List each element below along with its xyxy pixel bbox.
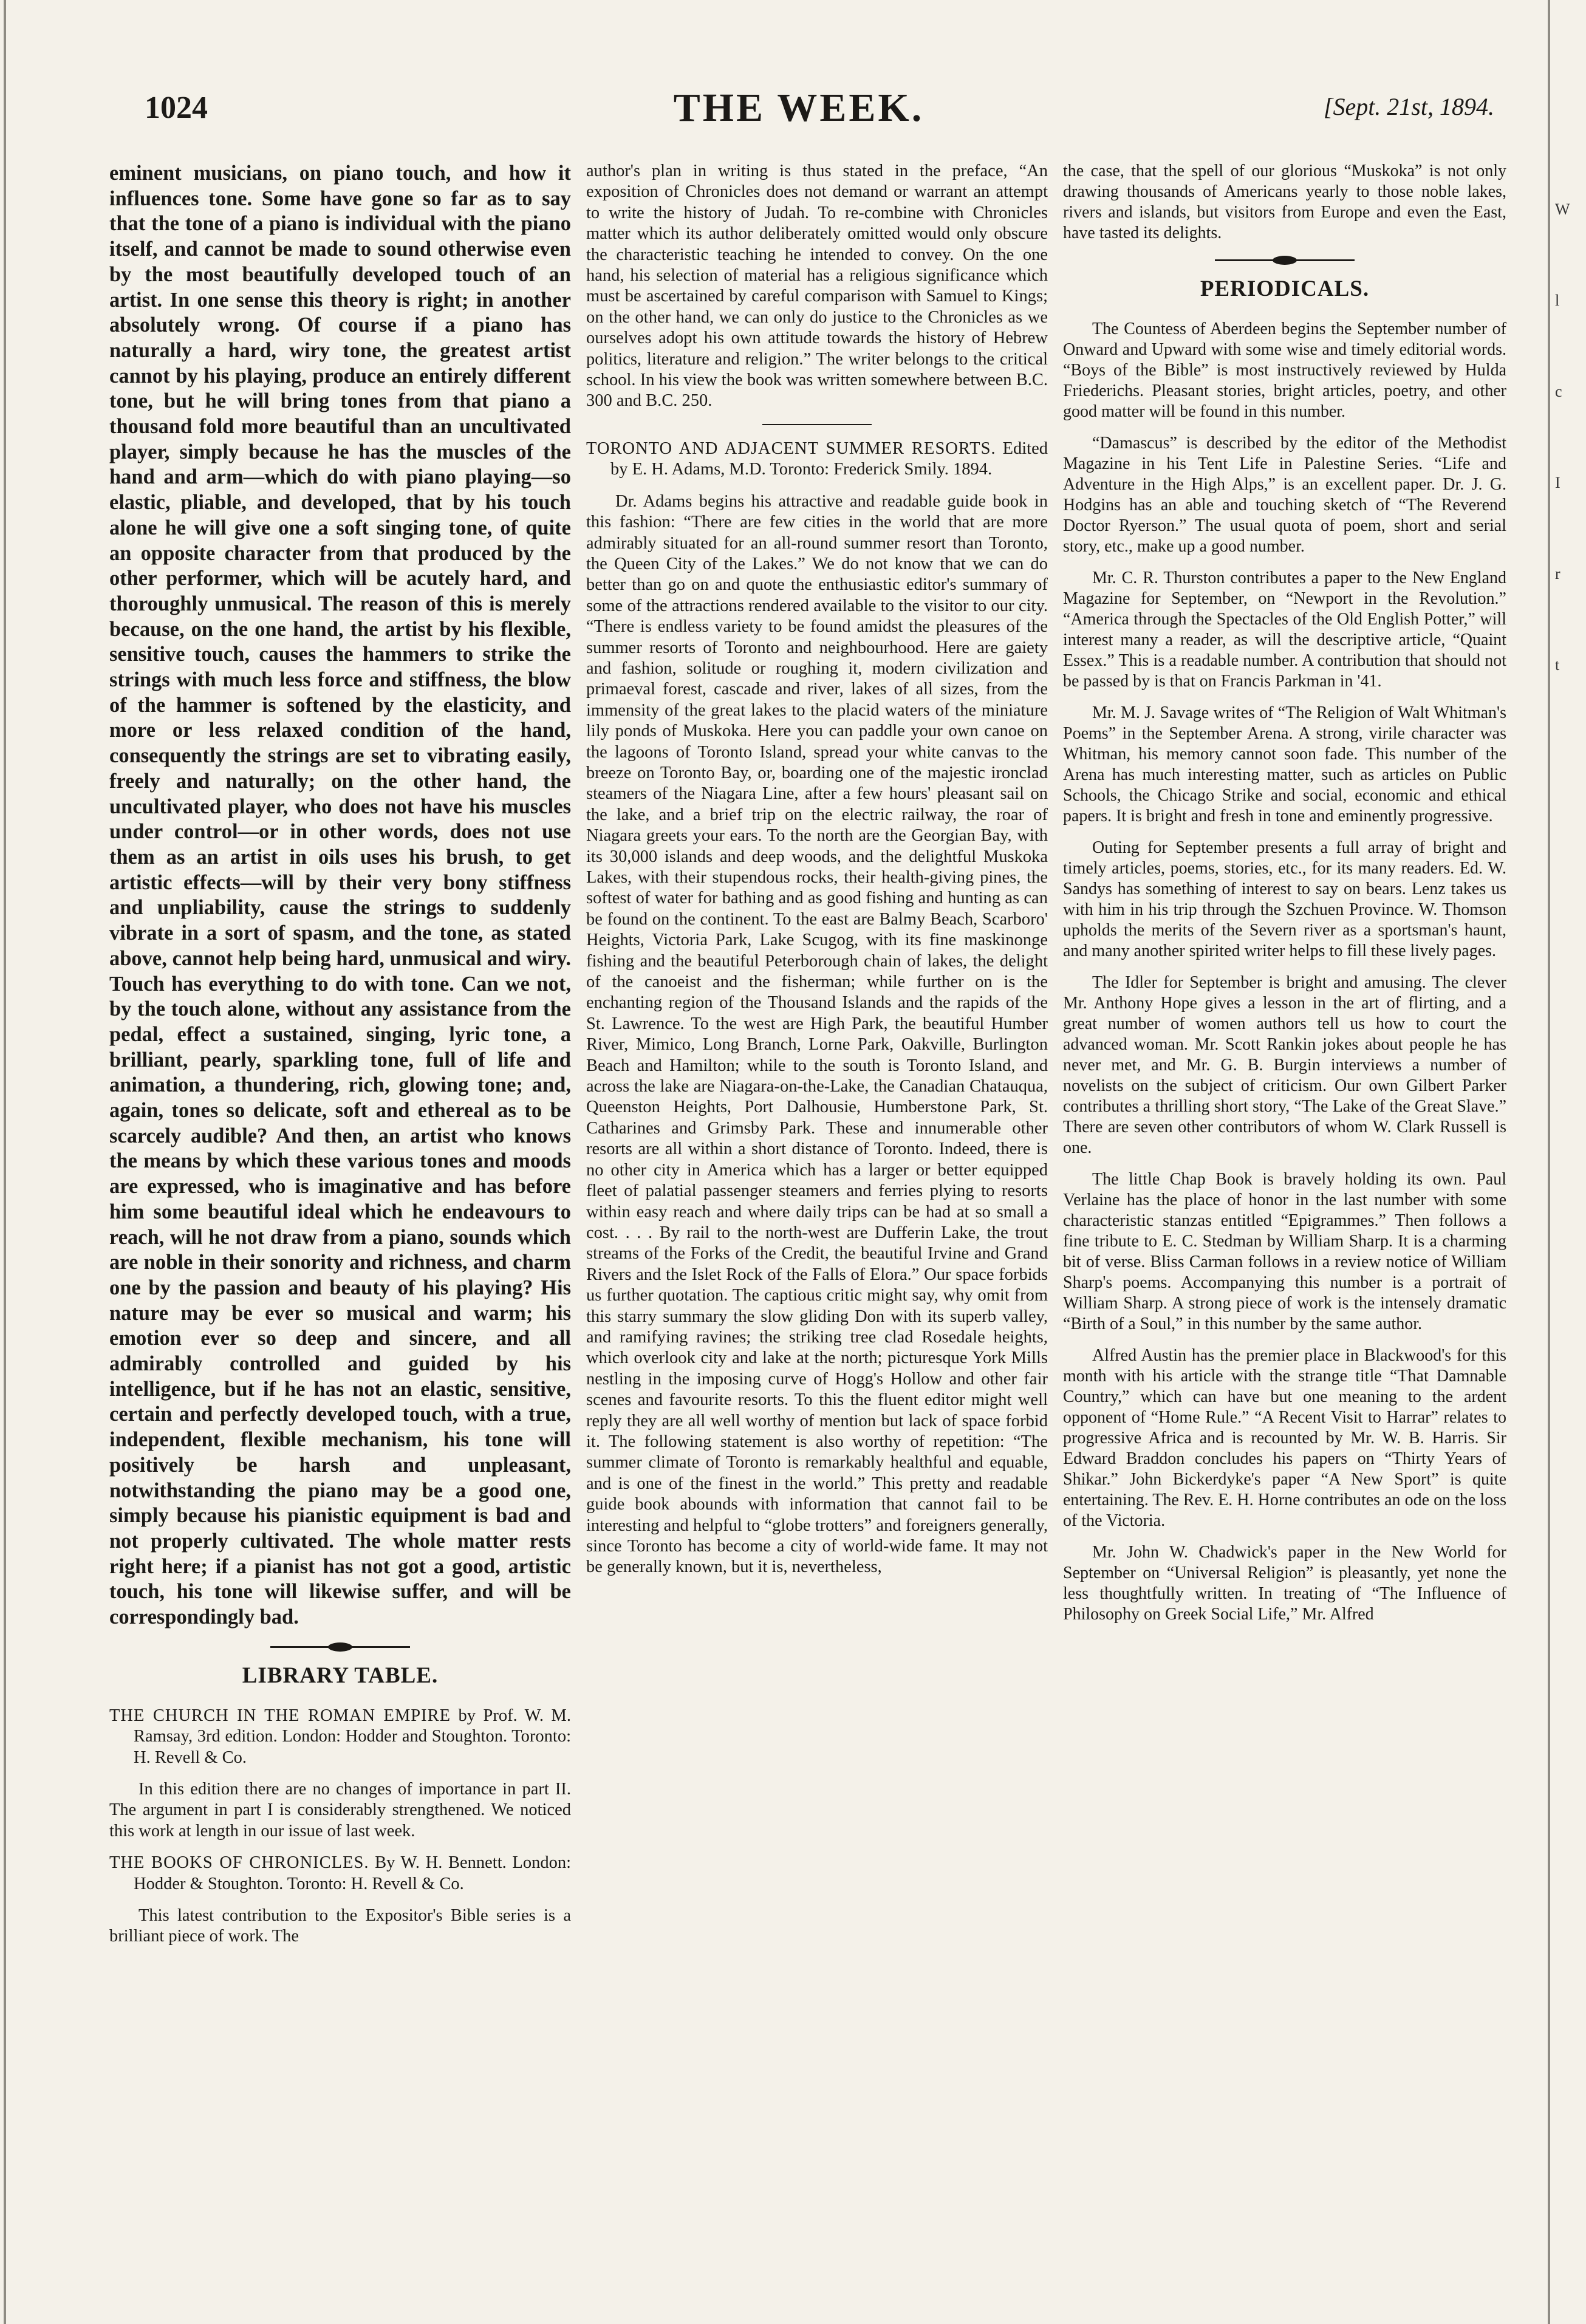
section-heading-periodicals: PERIODICALS. — [1200, 276, 1370, 301]
book-entry — [109, 1853, 571, 1895]
adjacent-page-fragments — [1555, 164, 1585, 711]
page-number: 1024 — [145, 91, 208, 125]
book-entry — [586, 439, 1048, 480]
periodical-review: “Damascus” is described by the editor of the Methodist Magazine in his Tent Life in Palestine Series. “Life and Adventure in the High Alps,” is an excellent paper. Dr. J. G. Hodgins has an able and touching sketch of “The Reverend Doctor Ryerson.” The usual quota of poem, short and serial story, etc., make up a good number. — [1063, 434, 1506, 556]
page-edge-right — [1548, 0, 1550, 2324]
periodical-review: The Idler for September is bright and amusing. The clever Mr. Anthony Hope gives a lesson in the art of flirting, and a great number of women authors tell us how to court the advanced woman. Mr. Scott Rankin jokes about people he has never met, and Mr. G. B. Burgin interviews a number of novelists on the subject of criticism. Our own Gilbert Parker contributes a thrilling short story, “The Lake of the Great Slave.” There are seven other contributors of whom W. Clark Russell is one. — [1063, 973, 1506, 1157]
periodical-review: Outing for September presents a full array of bright and timely articles, poems, stories, etc., for its many readers. Ed. W. Sandys has something of interest to say on bears. Lenz takes us with him in his trip through the Szchuen Province. W. Thomson upholds the merits of the Severn river as a sportsman's haunt, and many another spirited writer helps to fill these lively pages. — [1063, 838, 1506, 960]
review-paragraph: the case, that the spell of our glorious “Muskoka” is not only drawing thousands of Americans yearly to those noble lakes, rivers and islands, but visitors from Europe and even the East, have tasted its delights. — [1063, 162, 1506, 242]
column-1 — [109, 161, 571, 2275]
section-heading-library-table: LIBRARY TABLE. — [242, 1663, 439, 1688]
margin-fragment: l — [1555, 292, 1560, 309]
book-title: THE CHURCH IN THE ROMAN EMPIRE — [109, 1706, 451, 1725]
periodical-review: Mr. M. J. Savage writes of “The Religion of Walt Whitman's Poems” in the September Arena. A strong, virile character was Whitman, his memory cannot soon fade. This number of the Arena has much interesting matter, such as articles on Public Schools, the Chicago Strike and social, economic and ethical papers. It is bright and fresh in tone and eminently progressive. — [1063, 703, 1506, 825]
periodical-review: The little Chap Book is bravely holding its own. Paul Verlaine has the place of honor in the last number with some characteristic stanzas entitled “Epigrammes.” Then follows a fine tribute to E. C. Stedman by William Sharp. It is a charming bit of verse. Bliss Carman follows in a review notice of William Sharp's poems. Accompanying this number is a portrait of William Sharp. A strong piece of work is the intensely dramatic “Birth of a Soul,” in this number by the same author. — [1063, 1170, 1506, 1333]
book-citation: By W. H. Bennett. London: Hodder & Stoughton. Toronto: H. Revell & Co. — [134, 1853, 571, 1893]
column-3 — [1063, 161, 1506, 2275]
issue-date: [Sept. 21st, 1894. — [1323, 93, 1494, 120]
book-title: THE BOOKS OF CHRONICLES. — [109, 1853, 369, 1873]
margin-fragment: W — [1555, 200, 1570, 218]
review-paragraph: Dr. Adams begins his attractive and readable guide book in this fashion: “There are few cities in the world that are more admirably situated for an all-round summer resort than Toronto, the Queen City of the Lakes.” We do not know that we can do better than go on and quote the enthusiastic editor's summary of some of the attractions rendered available to the visitor to our city. “There is endless variety to be found amidst the pleasures of the summer resorts of Toronto and neighbourhood. Here are gaiety and fashion, solitude or roughing it, modern civilization and primaeval forest, cascade and river, lakes of all sizes, from the immensity of the great lakes to the placid waters of the miniature lily ponds of Muskoka. Here you can paddle your own canoe on the lagoons of Toronto Island, spread your white canvas to the breeze on Toronto Bay, or, boarding one of the majestic ironclad steamers of the Niagara Line, after a few hours' pleasant sail on the lake, and a brief trip on the electric railway, the roar of Niagara greets your ears. To the north are the Georgian Bay, with its 30,000 islands and deep woods, and the delightful Muskoka Lakes, with their stupendous rocks, their health-giving pines, the softest of water for bathing and as good fishing and hunting as can be found on the continent. To the east are Balmy Beach, Scarboro' Heights, Victoria Park, Lake Scugog, with its fine maskinonge fishing and the beautiful Peterborough chain of lakes, the delight of the canoeist and the fisherman; while further on is the enchanting region of the Thousand Islands and the rapids of the St. Lawrence. To the west are High Park, the beautiful Humber River, Mimico, Long Branch, Lorne Park, Oakville, Burlington Beach and Hamilton; while to the south is Toronto Island, and across the lake are Niagara-on-the-Lake, the Canadian Chatauqua, Queenston Heights, Port Dalhousie, Humberstone Park, St. Catharines and Grimsby Park. These and innumerable other resorts are all within a short distance of Toronto. Indeed, there is no other city in America which has a larger or better equipped fleet of palatial passenger steamers and ferries plying to resorts within easy reach and where daily trips can be had at so small a cost. . . . By rail to the north-west are Dufferin Lake, the trout streams of the Forks of the Credit, the beautiful Irvine and Grand Rivers and the Islet Rock of the Falls of Elora.” Our space forbids us further quotation. The captious critic might say, why omit from this starry summary the slow gliding Don with its superb valley, and ramifying ravines; the striking tree clad Rosedale heights, which overlook city and lake at the north; picturesque York Mills nestling in the imposing curve of Hogg's Hollow and other fair scenes and favourite resorts. To this the fluent editor might well reply they are all well worthy of mention but lack of space forbid it. The following statement is also worthy of repetition: “The summer climate of Toronto is remarkably healthful and equable, and is one of the finest in the world.” This pretty and readable guide book abounds with information that cannot fail to be interesting and helpful to “globe trotters” and foreigners generally, since Toronto has become a city of world-wide fame. It may not be generally known, but it is, nevertheless, — [586, 491, 1048, 1577]
periodical-review: The Countess of Aberdeen begins the September number of Onward and Upward with some wise and timely editorial words. “Boys of the Bible” is most instructively reviewed by Hulda Friederichs. Pleasant stories, bright articles, poetry, and other good matter will be found in this number. — [1063, 320, 1506, 421]
margin-fragment: r — [1555, 565, 1560, 583]
section-divider — [270, 1646, 410, 1648]
section-divider — [1215, 259, 1355, 261]
periodical-review: Mr. John W. Chadwick's paper in the New World for September on “Universal Religion” is pleasantly, yet none the less thoughtfully written. In treating of “The Influence of Philosophy on Greek Social Life,” Mr. Alfred — [1063, 1543, 1506, 1624]
book-entry — [109, 1706, 571, 1768]
masthead-title: THE WEEK. — [673, 86, 925, 130]
margin-fragment: t — [1555, 656, 1560, 674]
book-citation: Edited by E. H. Adams, M.D. Toronto: Frederick Smily. 1894. — [610, 439, 1048, 479]
review-paragraph: In this edition there are no changes of importance in part II. The argument in part I is considerably strengthened. We noticed this work at length in our issue of last week. — [109, 1780, 571, 1840]
page-edge-left — [4, 0, 6, 2324]
margin-fragment: c — [1555, 383, 1562, 400]
review-paragraph: This latest contribution to the Expositor's Bible series is a brilliant piece of work. The — [109, 1906, 571, 1946]
periodical-review: Mr. C. R. Thurston contributes a paper to the New England Magazine for September, on “Newport in the Revolution.” “America through the Spectacles of the Old English Potter,” will interest many a reader, as will the descriptive article, “Quaint Essex.” This is a readable number. A contribution that should not be passed by is that on Francis Parkman in '41. — [1063, 569, 1506, 691]
book-title: TORONTO AND ADJACENT SUMMER RESORTS. — [586, 439, 996, 458]
entry-divider — [762, 424, 872, 425]
margin-fragment: I — [1555, 474, 1560, 491]
review-paragraph: author's plan in writing is thus stated in the preface, “An exposition of Chronicles does not demand or warrant an attempt to write the history of Judah. To re-combine with Chronicles matter which its author deliberately omitted would only obscure the characteristic teaching he intended to convey. On the one hand, his selection of material has a religious significance which must be ascertained by careful comparison with Samuel to Kings; on the other hand, we can only do justice to the Chronicles as we ourselves adopt his own attitude towards the history of Hebrew politics, literature and religion.” The writer belongs to the critical school. In his view the book was written somewhere between B.C. 300 and B.C. 250. — [586, 162, 1048, 411]
book-citation: by Prof. W. M. Ramsay, 3rd edition. London: Hodder and Stoughton. Toronto: H. Revell & Co. — [134, 1706, 571, 1767]
article-paragraph: eminent musicians, on piano touch, and how it influences tone. Some have gone so far as to say that the tone of a piano is individual with the piano itself, and cannot be made to sound otherwise even by the most beautifully developed touch of an artist. In one sense this theory is right; in another absolutely wrong. Of course if a piano has naturally a hard, wiry tone, the greatest artist cannot by his playing, produce an entirely different tone, but he will bring tones from that piano a thousand fold more beautiful than an uncultivated player, simply because he has the muscles of the hand and arm—which do with piano playing—so elastic, pliable, and developed, that by his touch alone he will give one a soft singing tone, of quite an opposite character from that produced by the other performer, which will be acutely hard, and thoroughly unmusical. The reason of this is merely because, on the one hand, the artist by his flexible, sensitive touch, causes the hammers to strike the strings with much less force and stiffness, the blow of the hammer is softened by the elasticity, and more or less relaxed condition of the hand, consequently the strings are set to vibrating easily, freely and naturally; on the other hand, the uncultivated player, who does not have his muscles under control—or in other words, does not use them as an artist in oils uses his brush, to get artistic effects—will by their very bony stiffness and unpliability, cause the strings to suddenly vibrate in a sort of spasm, and the tone, as stated above, cannot help being hard, unmusical and wiry. Touch has everything to do with tone. Can we not, by the touch alone, without any assistance from the pedal, effect a sustained, singing, lyric tone, a brilliant, pearly, sparkling tone, full of life and animation, a thundering, rich, glowing tone; and, again, tones so delicate, soft and ethereal as to be scarcely audible? And then, an artist who knows the means by which these various tones and moods are expressed, who is imaginative and has before him some beautiful ideal which he endeavours to reach, will he not draw from a piano, sounds which are noble in their sonority and richness, and charm one by the passion and beauty of his playing? His nature may be ever so musical and warm; his emotion ever so deep and sincere, and all admirably controlled and guided by his intelligence, but if he has not an elastic, sensitive, certain and perfectly developed touch, with a true, independent, flexible mechanism, his tone will positively be harsh and unpleasant, notwithstanding the piano may be a good one, simply because his pianistic equipment is bad and not properly cultivated. The whole matter rests right here; if a pianist has not got a good, artistic touch, his tone will likewise suffer, and will be correspondingly bad. — [109, 162, 571, 1629]
periodical-review: Alfred Austin has the premier place in Blackwood's for this month with his article with the strange title “That Damnable Country,” which can have but one meaning to the ardent opponent of “Home Rule.” “A Recent Visit to Harrar” relates to progressive Africa and is recounted by Mr. W. B. Harris. Sir Edward Braddon concludes his papers on “Thirty Years of Shikar.” John Bickerdyke's paper “A New Sport” is quite entertaining. The Rev. E. H. Horne contributes an ode on the loss of the Victoria. — [1063, 1346, 1506, 1530]
page-header — [103, 85, 1494, 140]
column-2 — [586, 161, 1048, 2275]
